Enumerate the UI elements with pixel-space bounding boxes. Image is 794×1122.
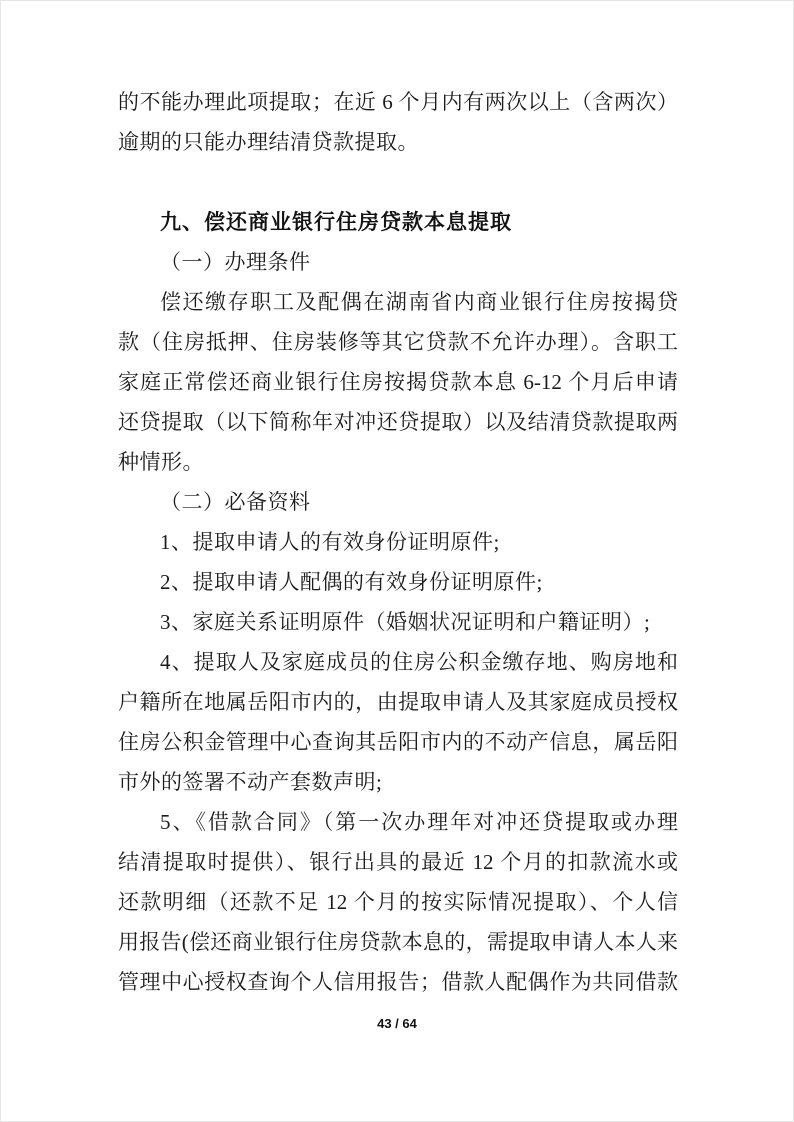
blank-line [118, 162, 678, 202]
subsection-heading: （一）办理条件 [160, 250, 311, 274]
text-line: 家庭正常偿还商业银行住房按揭贷款本息 6-12 个月后申请 [118, 370, 678, 394]
text-line: 住房公积金管理中心查询其岳阳市内的不动产信息，属岳阳 [118, 730, 678, 754]
text-line: 的不能办理此项提取；在近 6 个月内有两次以上（含两次） [118, 90, 678, 114]
list-item: 4、提取人及家庭成员的住房公积金缴存地、购房地和 [160, 650, 678, 674]
text-line: 用报告(偿还商业银行住房贷款本息的，需提取申请人本人来 [118, 930, 678, 954]
text-line: 偿还缴存职工及配偶在湖南省内商业银行住房按揭贷 [160, 290, 678, 314]
text-line: 还款明细（还款不足 12 个月的按实际情况提取）、个人信 [118, 890, 678, 914]
document-body [118, 82, 678, 1002]
page-number: 43 / 64 [377, 1016, 417, 1031]
text-line: 结清提取时提供）、银行出具的最近 12 个月的扣款流水或 [118, 850, 678, 874]
text-line: 管理中心授权查询个人信用报告；借款人配偶作为共同借款 [118, 970, 678, 994]
text-line: 户籍所在地属岳阳市内的，由提取申请人及其家庭成员授权 [118, 690, 678, 714]
section-heading: 九、偿还商业银行住房贷款本息提取 [160, 210, 512, 234]
text-line: 款（住房抵押、住房装修等其它贷款不允许办理）。含职工 [118, 330, 678, 354]
list-item: 2、提取申请人配偶的有效身份证明原件; [160, 570, 543, 594]
text-line: 种情形。 [118, 450, 204, 474]
subsection-heading: （二）必备资料 [160, 490, 311, 514]
text-line: 还贷提取（以下简称年对冲还贷提取）以及结清贷款提取两 [118, 410, 678, 434]
list-item: 5、《借款合同》（第一次办理年对冲还贷提取或办理 [160, 810, 678, 834]
text-line: 逾期的只能办理结清贷款提取。 [118, 130, 419, 154]
list-item: 3、家庭关系证明原件（婚姻状况证明和户籍证明）; [160, 610, 651, 634]
text-line: 市外的签署不动产套数声明; [118, 770, 383, 794]
list-item: 1、提取申请人的有效身份证明原件; [160, 530, 500, 554]
